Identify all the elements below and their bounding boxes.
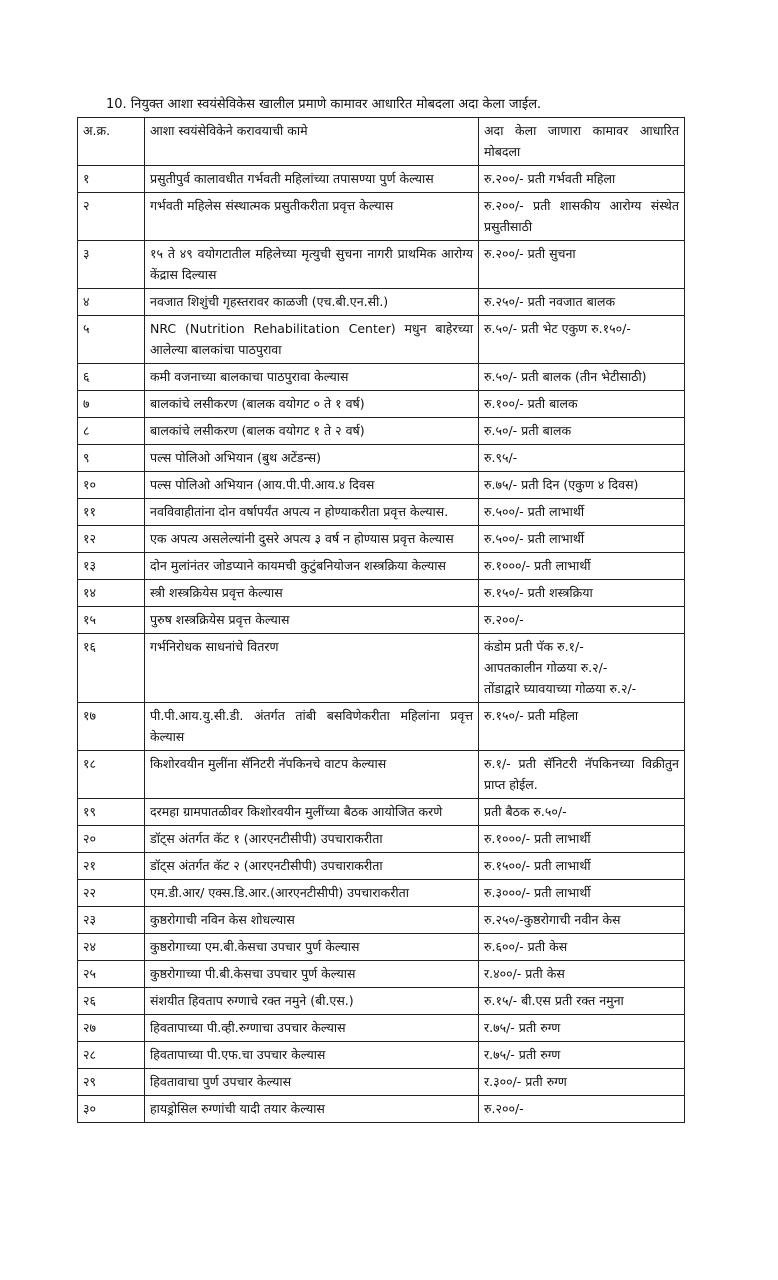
payment-cell: रु.५००/- प्रती लाभार्थी	[479, 499, 685, 526]
task-cell: नवविवाहीतांना दोन वर्षापर्यंत अपत्य न होण्याकरीता प्रवृत्त केल्यास.	[145, 499, 479, 526]
serial-number-cell: १८	[78, 751, 145, 799]
table-row	[78, 607, 685, 634]
table-row	[78, 1069, 685, 1096]
payment-cell: रु.१०००/- प्रती लाभार्थी	[479, 826, 685, 853]
payment-cell: रु.१००/- प्रती बालक	[479, 391, 685, 418]
table-row	[78, 751, 685, 799]
table-row	[78, 289, 685, 316]
serial-number-cell: १९	[78, 799, 145, 826]
payment-cell: रु.२००/- प्रती सुचना	[479, 241, 685, 289]
serial-number-cell: १४	[78, 580, 145, 607]
serial-number-cell: १५	[78, 607, 145, 634]
serial-number-cell: २४	[78, 934, 145, 961]
task-cell: एम.डी.आर/ एक्स.डि.आर.(आरएनटीसीपी) उपचाराकरीता	[145, 880, 479, 907]
task-cell: प्रसुतीपुर्व कालावधीत गर्भवती महिलांच्या तपासण्या पुर्ण केल्यास	[145, 166, 479, 193]
serial-number-cell: २६	[78, 988, 145, 1015]
header-payment: अदा केला जाणारा कामावर आधारित मोबदला	[479, 118, 685, 166]
payment-cell: रु.२००/-	[479, 1096, 685, 1123]
header-task: आशा स्वयंसेविकेने करावयाची कामे	[145, 118, 479, 166]
serial-number-cell: २५	[78, 961, 145, 988]
table-row	[78, 1042, 685, 1069]
table-row	[78, 499, 685, 526]
task-cell: स्त्री शस्त्रक्रियेस प्रवृत्त केल्यास	[145, 580, 479, 607]
serial-number-cell: २	[78, 193, 145, 241]
payment-cell: रु.२५०/-कुष्ठरोगाची नवीन केस	[479, 907, 685, 934]
task-cell: कमी वजनाच्या बालकाचा पाठपुरावा केल्यास	[145, 364, 479, 391]
payment-cell: रु.५०/- प्रती बालक	[479, 418, 685, 445]
payment-cell: रु.६००/- प्रती केस	[479, 934, 685, 961]
table-row	[78, 580, 685, 607]
payment-cell: रु.१०००/- प्रती लाभार्थी	[479, 553, 685, 580]
task-cell: डॉट्स अंतर्गत कॅट २ (आरएनटीसीपी) उपचाराकरीता	[145, 853, 479, 880]
payment-line: कंडोम प्रती पॅक रु.१/-	[484, 639, 584, 654]
table-row	[78, 988, 685, 1015]
payment-line: आपतकालीन गोळया रु.२/-	[484, 660, 608, 675]
table-row	[78, 961, 685, 988]
task-cell: पल्स पोलिओ अभियान (बुथ अटेंडन्स)	[145, 445, 479, 472]
table-row	[78, 166, 685, 193]
table-row	[78, 418, 685, 445]
table-row	[78, 934, 685, 961]
serial-number-cell: २३	[78, 907, 145, 934]
serial-number-cell: ५	[78, 316, 145, 364]
task-cell: गर्भनिरोधक साधनांचे वितरण	[145, 634, 479, 703]
payment-cell: र.७५/- प्रती रुग्ण	[479, 1015, 685, 1042]
task-cell: पल्स पोलिओ अभियान (आय.पी.पी.आय.४ दिवस	[145, 472, 479, 499]
serial-number-cell: १२	[78, 526, 145, 553]
table-header-row	[78, 118, 685, 166]
payment-cell: रु.५०/- प्रती बालक (तीन भेटीसाठी)	[479, 364, 685, 391]
task-cell: बालकांचे लसीकरण (बालक वयोगट १ ते २ वर्ष)	[145, 418, 479, 445]
table-row	[78, 472, 685, 499]
task-cell: पुरुष शस्त्रक्रियेस प्रवृत्त केल्यास	[145, 607, 479, 634]
payment-cell: रु.३०००/- प्रती लाभार्थी	[479, 880, 685, 907]
table-row	[78, 193, 685, 241]
serial-number-cell: २२	[78, 880, 145, 907]
table-row	[78, 1096, 685, 1123]
serial-number-cell: १०	[78, 472, 145, 499]
serial-number-cell: १६	[78, 634, 145, 703]
payment-cell: र.३००/- प्रती रुग्ण	[479, 1069, 685, 1096]
payment-cell: प्रती बैठक रु.५०/-	[479, 799, 685, 826]
table-row	[78, 1015, 685, 1042]
payment-table-body	[78, 118, 685, 1123]
serial-number-cell: २८	[78, 1042, 145, 1069]
task-cell: कुष्ठरोगाची नविन केस शोधल्यास	[145, 907, 479, 934]
table-row	[78, 553, 685, 580]
payment-cell: रु.१५०/- प्रती शस्त्रक्रिया	[479, 580, 685, 607]
serial-number-cell: १	[78, 166, 145, 193]
table-row	[78, 907, 685, 934]
serial-number-cell: १३	[78, 553, 145, 580]
task-cell: किशोरवयीन मुलींना सॅनिटरी नॅपकिनचे वाटप केल्यास	[145, 751, 479, 799]
payment-cell: रु.५०/- प्रती भेट एकुण रु.१५०/-	[479, 316, 685, 364]
payment-cell	[479, 634, 685, 703]
task-cell: पी.पी.आय.यु.सी.डी. अंतर्गत तांबी बसविणेकरीता महिलांना प्रवृत्त केल्यास	[145, 703, 479, 751]
serial-number-cell: २९	[78, 1069, 145, 1096]
table-row	[78, 853, 685, 880]
task-cell: १५ ते ४९ वयोगटातील महिलेच्या मृत्युची सुचना नागरी प्राथमिक आरोग्य केंद्रास दिल्यास	[145, 241, 479, 289]
payment-cell: रु.५००/- प्रती लाभार्थी	[479, 526, 685, 553]
payment-cell: रु.२००/- प्रती गर्भवती महिला	[479, 166, 685, 193]
serial-number-cell: २१	[78, 853, 145, 880]
table-row	[78, 634, 685, 703]
table-row	[78, 703, 685, 751]
task-cell: डॉट्स अंतर्गत कॅट १ (आरएनटीसीपी) उपचाराकरीता	[145, 826, 479, 853]
header-serial-number: अ.क्र.	[78, 118, 145, 166]
payment-cell: रु.२००/-	[479, 607, 685, 634]
payment-cell: रु.१५०/- प्रती महिला	[479, 703, 685, 751]
serial-number-cell: ६	[78, 364, 145, 391]
task-cell: NRC (Nutrition Rehabilitation Center) मधुन बाहेरच्या आलेल्या बालकांचा पाठपुरावा	[145, 316, 479, 364]
table-row	[78, 880, 685, 907]
serial-number-cell: २०	[78, 826, 145, 853]
task-cell: हिवतापाच्या पी.व्ही.रुग्णाचा उपचार केल्यास	[145, 1015, 479, 1042]
task-cell: कुष्ठरोगाच्या पी.बी.केसचा उपचार पुर्ण केल्यास	[145, 961, 479, 988]
section-heading: 10. नियुक्त आशा स्वयंसेविकेस खालील प्रमाणे कामावर आधारित मोबदला अदा केला जाईल.	[106, 97, 542, 112]
task-cell: नवजात शिशुंची गृहस्तरावर काळजी (एच.बी.एन.सी.)	[145, 289, 479, 316]
payment-cell: र.७५/- प्रती रुग्ण	[479, 1042, 685, 1069]
serial-number-cell: ८	[78, 418, 145, 445]
payment-cell: रु.२५०/- प्रती नवजात बालक	[479, 289, 685, 316]
task-cell: हिवतापाच्या पी.एफ.चा उपचार केल्यास	[145, 1042, 479, 1069]
task-cell: हायड्रोसिल रुग्णांची यादी तयार केल्यास	[145, 1096, 479, 1123]
task-cell: बालकांचे लसीकरण (बालक वयोगट ० ते १ वर्ष)	[145, 391, 479, 418]
payment-cell: रु.७५/- प्रती दिन (एकुण ४ दिवस)	[479, 472, 685, 499]
task-cell: दरमहा ग्रामपातळीवर किशोरवयीन मुलींच्या बैठक आयोजित करणे	[145, 799, 479, 826]
serial-number-cell: ९	[78, 445, 145, 472]
payment-cell: रु.९५/-	[479, 445, 685, 472]
task-cell: गर्भवती महिलेस संस्थात्मक प्रसुतीकरीता प्रवृत्त केल्यास	[145, 193, 479, 241]
task-cell: एक अपत्य असलेल्यांनी दुसरे अपत्य ३ वर्ष न होण्यास प्रवृत्त केल्यास	[145, 526, 479, 553]
serial-number-cell: ३	[78, 241, 145, 289]
payment-cell: रु.१/- प्रती सॅनिटरी नॅपकिनच्या विक्रीतुन प्राप्त होईल.	[479, 751, 685, 799]
table-row	[78, 241, 685, 289]
payment-cell: रु.२००/- प्रती शासकीय आरोग्य संस्थेत प्रसुतीसाठी	[479, 193, 685, 241]
payment-line: तोंडाद्वारे घ्यावयाच्या गोळया रु.२/-	[484, 681, 637, 696]
table-row	[78, 364, 685, 391]
task-cell: दोन मुलांनंतर जोडप्याने कायमची कुटुंबनियोजन शस्त्रक्रिया केल्यास	[145, 553, 479, 580]
table-row	[78, 799, 685, 826]
payment-cell: रु.१५/- बी.एस प्रती रक्त नमुना	[479, 988, 685, 1015]
payment-table	[77, 117, 685, 1123]
payment-cell: र.४००/- प्रती केस	[479, 961, 685, 988]
task-cell: संशयीत हिवताप रुग्णाचे रक्त नमुने (बी.एस.)	[145, 988, 479, 1015]
table-row	[78, 445, 685, 472]
task-cell: हिवतावाचा पुर्ण उपचार केल्यास	[145, 1069, 479, 1096]
task-cell: कुष्ठरोगाच्या एम.बी.केसचा उपचार पुर्ण केल्यास	[145, 934, 479, 961]
serial-number-cell: १७	[78, 703, 145, 751]
table-row	[78, 526, 685, 553]
serial-number-cell: ११	[78, 499, 145, 526]
table-row	[78, 826, 685, 853]
table-row	[78, 316, 685, 364]
serial-number-cell: ७	[78, 391, 145, 418]
serial-number-cell: २७	[78, 1015, 145, 1042]
table-row	[78, 391, 685, 418]
serial-number-cell: ३०	[78, 1096, 145, 1123]
serial-number-cell: ४	[78, 289, 145, 316]
payment-cell: रु.१५००/- प्रती लाभार्थी	[479, 853, 685, 880]
